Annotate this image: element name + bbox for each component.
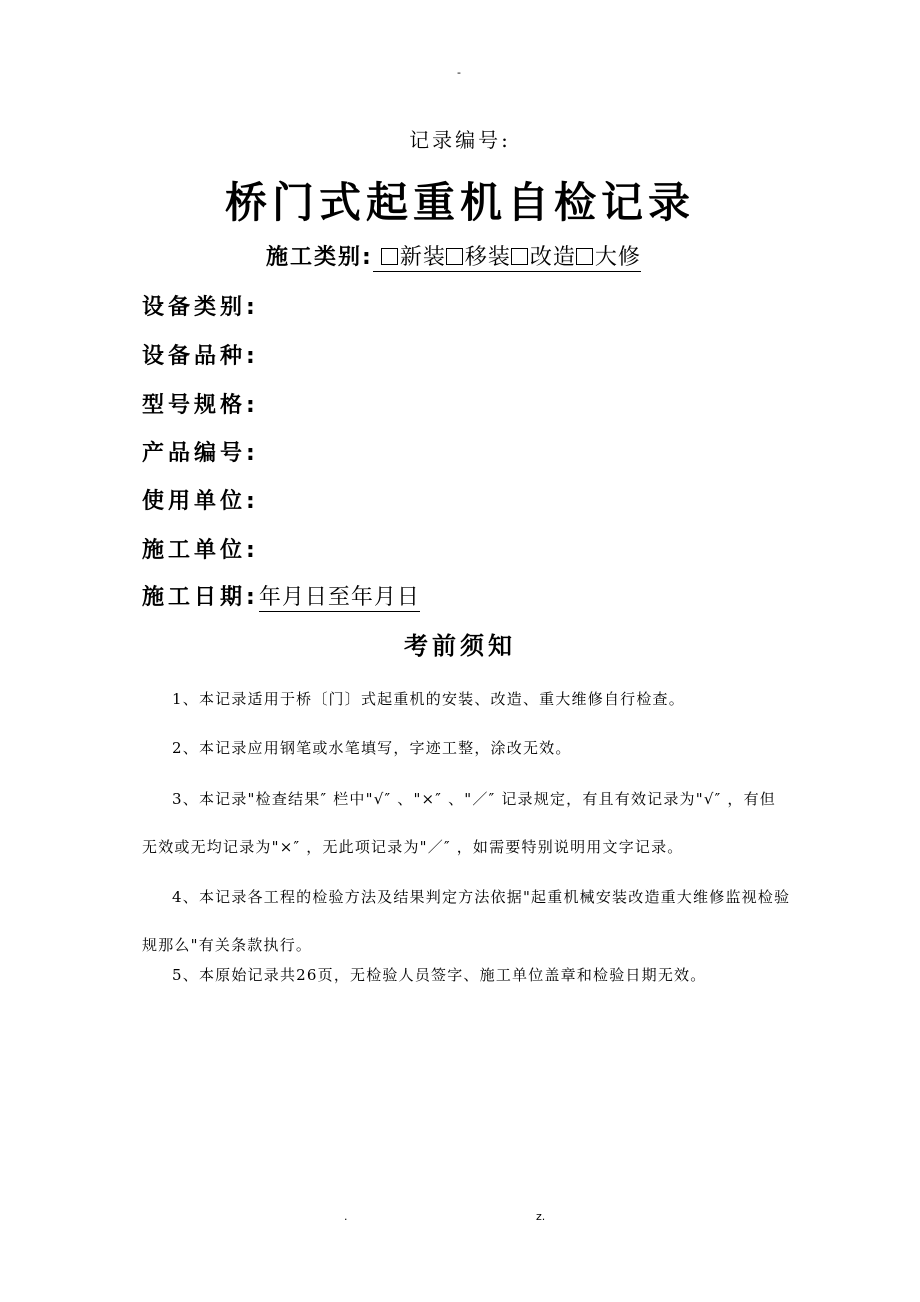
- checkbox-major-repair[interactable]: [576, 248, 593, 265]
- field-model-spec: 型号规格:: [142, 393, 259, 418]
- field-equipment-category: 设备类别:: [142, 295, 259, 320]
- option-major-repair: 大修: [594, 245, 641, 270]
- option-modification: 改造: [529, 245, 576, 270]
- construction-type-options: [373, 245, 641, 272]
- checkbox-new-install[interactable]: [381, 248, 398, 265]
- construction-type-line: [266, 240, 641, 271]
- notice-item-3-line-2: 无效或无均记录为"×″ ，无此项记录为"／″ ，如需要特别说明用文字记录。: [142, 838, 684, 856]
- option-new-install: 新装: [399, 245, 446, 270]
- document-title: 桥门式起重机自检记录: [224, 178, 695, 227]
- field-equipment-variety: 设备品种:: [142, 344, 259, 369]
- notice-item-4-line-2: 规那么"有关条款执行。: [142, 936, 313, 954]
- field-product-number: 产品编号:: [142, 441, 259, 466]
- checkbox-relocation[interactable]: [446, 248, 463, 265]
- construction-date-label: 施工日期:: [142, 585, 259, 610]
- construction-type-label: 施工类别:: [266, 245, 373, 270]
- notice-title: 考前须知: [404, 632, 516, 660]
- footer-right-mark: z.: [536, 1210, 546, 1223]
- construction-date-value: 年月日至年月日: [258, 585, 420, 610]
- notice-item-4-line-1: 4、本记录各工程的检验方法及结果判定方法依据"起重机械安装改造重大维修监视检验: [172, 888, 791, 906]
- notice-item-3-line-1: 3、本记录"检查结果″ 栏中"√″ 、"×″ 、"／″ 记录规定，有且有效记录为"√″ ，有但: [172, 790, 776, 808]
- field-construction-date: [142, 580, 420, 611]
- notice-item-1: 1、本记录适用于桥〔门〕式起重机的安装、改造、重大维修自行检查。: [172, 690, 685, 708]
- notice-item-5: 5、本原始记录共26页，无检验人员签字、施工单位盖章和检验日期无效。: [172, 966, 707, 984]
- field-construction-unit: 施工单位:: [142, 538, 259, 563]
- field-user-unit: 使用单位:: [142, 489, 259, 514]
- option-relocation: 移装: [464, 245, 511, 270]
- notice-item-2: 2、本记录应用钢笔或水笔填写，字迹工整，涂改无效。: [172, 739, 572, 757]
- record-number-label: 记录编号:: [409, 128, 511, 152]
- footer-left-mark: .: [344, 1210, 348, 1223]
- header-mark: -: [457, 66, 461, 79]
- checkbox-modification[interactable]: [511, 248, 528, 265]
